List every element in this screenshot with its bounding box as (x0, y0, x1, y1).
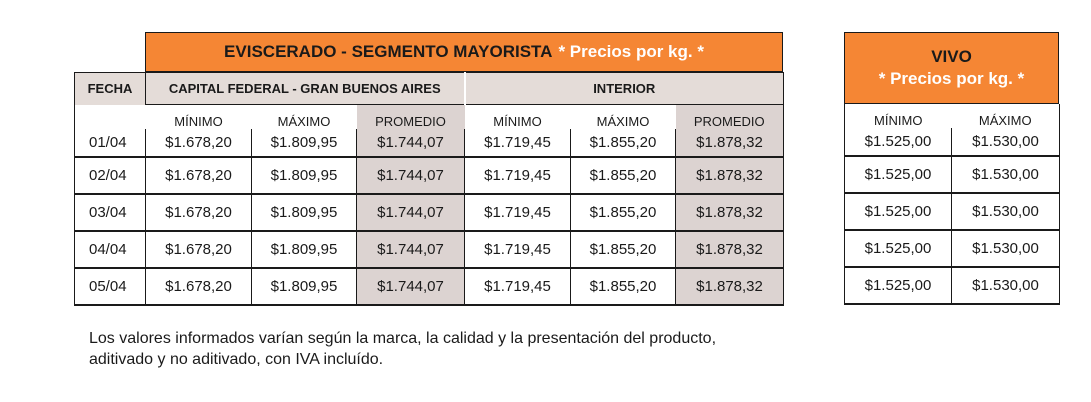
vivo-price-table (844, 104, 1060, 305)
cap-max-cell: $1.809,95 (252, 157, 357, 194)
int-prom-cell: $1.878,32 (676, 231, 784, 268)
eviscerado-title-subtitle: * Precios por kg. * (558, 42, 704, 61)
int-prom-cell: $1.878,32 (676, 194, 784, 231)
cap-prom-cell: $1.744,07 (357, 231, 465, 268)
vivo-title-subtitle: * Precios por kg. * (878, 69, 1025, 88)
table-row (845, 230, 1060, 267)
date-cell: 03/04 (75, 194, 146, 231)
cap-prom-cell: $1.744,07 (357, 194, 465, 231)
table-row (75, 129, 784, 157)
vivo-max-cell: $1.530,00 (952, 156, 1060, 193)
table-row (845, 193, 1060, 230)
vivo-min-cell: $1.525,00 (845, 230, 952, 267)
date-cell: 04/04 (75, 231, 146, 268)
int-min-cell: $1.719,45 (465, 231, 571, 268)
cap-min-cell: $1.678,20 (146, 268, 252, 305)
col-header-vivo-min: MÍNIMO (845, 104, 952, 128)
int-prom-cell: $1.878,32 (676, 268, 784, 305)
col-header-vivo-max: MÁXIMO (952, 104, 1060, 128)
int-max-cell: $1.855,20 (571, 129, 676, 157)
int-prom-cell: $1.878,32 (676, 129, 784, 157)
int-max-cell: $1.855,20 (571, 268, 676, 305)
eviscerado-price-table (74, 72, 784, 306)
vivo-title-banner (844, 32, 1059, 104)
col-header-int-prom: PROMEDIO (676, 105, 784, 129)
vivo-min-cell: $1.525,00 (845, 156, 952, 193)
fecha-header: FECHA (75, 73, 146, 105)
vivo-max-cell: $1.530,00 (952, 128, 1060, 156)
footnote (89, 328, 716, 370)
table-row (75, 157, 784, 194)
vivo-max-cell: $1.530,00 (952, 193, 1060, 230)
eviscerado-title: EVISCERADO - SEGMENTO MAYORISTA (224, 42, 553, 61)
cap-prom-cell: $1.744,07 (357, 157, 465, 194)
cap-min-cell: $1.678,20 (146, 231, 252, 268)
capital-group-header: CAPITAL FEDERAL - GRAN BUENOS AIRES (146, 73, 465, 105)
date-cell: 05/04 (75, 268, 146, 305)
int-max-cell: $1.855,20 (571, 157, 676, 194)
cap-max-cell: $1.809,95 (252, 129, 357, 157)
cap-max-cell: $1.809,95 (252, 231, 357, 268)
eviscerado-title-banner (145, 32, 783, 72)
int-min-cell: $1.719,45 (465, 129, 571, 157)
table-row (845, 128, 1060, 156)
table-row (845, 156, 1060, 193)
cap-min-cell: $1.678,20 (146, 194, 252, 231)
int-min-cell: $1.719,45 (465, 157, 571, 194)
vivo-title: VIVO (931, 47, 972, 66)
cap-prom-cell: $1.744,07 (357, 129, 465, 157)
table-row (845, 267, 1060, 304)
int-prom-cell: $1.878,32 (676, 157, 784, 194)
table-row (75, 268, 784, 305)
footnote-line-1: Los valores informados varían según la marca, la calidad y la presentación del producto, (89, 330, 717, 347)
date-cell: 02/04 (75, 157, 146, 194)
table-row (75, 231, 784, 268)
vivo-min-cell: $1.525,00 (845, 267, 952, 304)
col-header-cap-max: MÁXIMO (277, 113, 331, 129)
cap-min-cell: $1.678,20 (146, 129, 252, 157)
vivo-min-cell: $1.525,00 (845, 193, 952, 230)
vivo-max-cell: $1.530,00 (952, 267, 1060, 304)
cap-max-cell: $1.809,95 (252, 268, 357, 305)
vivo-min-cell: $1.525,00 (845, 128, 952, 156)
col-header-int-max: MÁXIMO (596, 113, 650, 129)
cap-prom-cell: $1.744,07 (357, 268, 465, 305)
table-row (75, 194, 784, 231)
int-max-cell: $1.855,20 (571, 194, 676, 231)
date-cell: 01/04 (75, 129, 146, 157)
cap-min-cell: $1.678,20 (146, 157, 252, 194)
cap-max-cell: $1.809,95 (252, 194, 357, 231)
col-header-cap-prom: PROMEDIO (357, 105, 465, 129)
int-max-cell: $1.855,20 (571, 231, 676, 268)
int-min-cell: $1.719,45 (465, 268, 571, 305)
col-header-int-min: MÍNIMO (493, 113, 542, 129)
col-header-cap-min: MÍNIMO (174, 113, 223, 129)
vivo-max-cell: $1.530,00 (952, 230, 1060, 267)
int-min-cell: $1.719,45 (465, 194, 571, 231)
footnote-line-2: aditivado y no aditivado, con IVA incluído. (89, 351, 384, 368)
interior-group-header: INTERIOR (465, 73, 784, 105)
fecha-spacer (75, 105, 146, 129)
